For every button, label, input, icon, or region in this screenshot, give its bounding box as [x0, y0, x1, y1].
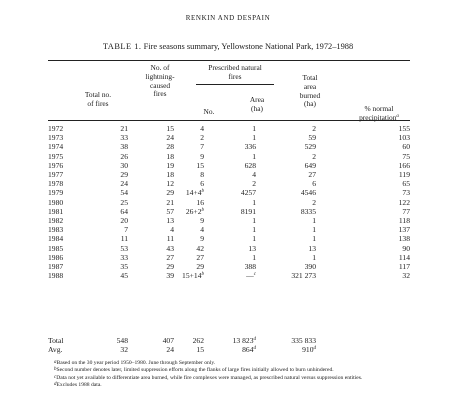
lightning-fires-cell: 407 — [162, 336, 174, 345]
prescribed-no-value: 6 — [200, 179, 204, 189]
prescribed-area-cell — [204, 161, 256, 170]
precip-cell: 155 — [398, 124, 410, 133]
total-fires-cell: 38 — [120, 142, 128, 152]
prescribed-area-cell — [204, 152, 256, 161]
prescribed-no-cell — [174, 216, 204, 225]
prescribed-no-cell — [174, 161, 204, 170]
prescribed-no-value: 9 — [200, 216, 204, 226]
table-row — [48, 161, 410, 170]
total-fires-cell: 54 — [120, 188, 128, 198]
precip-cell: 166 — [398, 160, 410, 170]
precip-cell: 114 — [398, 252, 410, 262]
footnote — [48, 367, 414, 374]
total-area-value: 27 — [308, 170, 316, 180]
table-row — [48, 152, 410, 161]
total-area-value: 1 — [312, 216, 316, 226]
lightning-fires-cell: 15 — [166, 124, 174, 133]
prescribed-area-cell — [204, 170, 256, 179]
footnote-mark: d — [313, 346, 316, 352]
precip-cell: 75 — [402, 151, 410, 161]
lightning-fires-cell: 24 — [166, 345, 174, 355]
prescribed-area-value: 1 — [252, 234, 256, 244]
year-cell: 1982 — [48, 216, 64, 226]
prescribed-no-cell — [174, 262, 204, 271]
footnote-mark: a — [396, 113, 399, 119]
year-cell: 1984 — [48, 234, 64, 244]
total-area-value: 6 — [312, 179, 316, 189]
prescribed-area-value: 4 — [252, 170, 256, 180]
prescribed-no-cell — [174, 225, 204, 234]
table-row — [48, 225, 410, 234]
precip-cell: 90 — [402, 243, 410, 253]
prescribed-no-cell — [174, 170, 204, 179]
table-row — [48, 198, 410, 207]
lightning-fires-cell: 29 — [166, 188, 174, 198]
precip-cell — [313, 345, 410, 354]
total-fires-cell: 29 — [120, 170, 128, 180]
total-area-cell — [256, 161, 316, 170]
footnote-text: Second number denotes later, limited suppression efforts along the flanks of large fires initially allowed to burn unhindered. — [56, 367, 334, 374]
table-row — [48, 188, 410, 197]
header-precip-label: % normal precipitation — [359, 103, 397, 122]
prescribed-area-value: 2 — [252, 179, 256, 189]
prescribed-no-value: 14+4 — [185, 188, 202, 198]
total-fires-cell: 20 — [120, 216, 128, 226]
totals-label-cell: Total — [48, 336, 64, 345]
prescribed-area-cell — [204, 336, 256, 345]
lightning-fires-cell: 57 — [166, 206, 174, 216]
prescribed-area-cell — [204, 142, 256, 151]
footnote-mark: b — [54, 367, 57, 373]
total-area-value: 529 — [304, 142, 316, 152]
footnote — [48, 375, 414, 382]
lightning-fires-cell: 27 — [166, 252, 174, 262]
prescribed-area-cell — [204, 179, 256, 188]
prescribed-area-value: 1 — [252, 133, 256, 143]
footnote-mark: d — [253, 346, 256, 352]
lightning-fires-cell: 11 — [166, 234, 174, 244]
total-fires-cell: 53 — [120, 243, 128, 253]
precip-cell: 138 — [398, 234, 410, 244]
total-fires-cell: 45 — [120, 271, 128, 281]
table-row — [48, 262, 410, 271]
table-label: TABLE 1. — [102, 42, 142, 51]
total-area-value: 321 273 — [291, 271, 316, 281]
total-area-cell — [256, 133, 316, 142]
total-area-cell — [253, 336, 316, 345]
year-cell: 1980 — [48, 197, 64, 207]
total-area-cell — [256, 188, 316, 197]
header-rule — [48, 120, 410, 121]
table-row — [48, 253, 410, 262]
prescribed-area-value: — — [246, 271, 254, 281]
total-fires-cell: 24 — [120, 179, 128, 189]
lightning-fires-cell: 4 — [170, 225, 174, 235]
prescribed-no-value: 15 — [196, 160, 204, 170]
total-fires-cell: 25 — [120, 197, 128, 207]
year-cell: 1974 — [48, 142, 64, 152]
prescribed-no-cell — [174, 124, 204, 133]
precip-cell: 73 — [402, 188, 410, 198]
total-area-cell — [256, 207, 316, 216]
prescribed-no-cell — [174, 188, 204, 197]
total-area-cell — [256, 225, 316, 234]
total-area-cell — [253, 345, 316, 355]
year-cell: 1978 — [48, 179, 64, 189]
table-row — [48, 179, 410, 188]
table-title: Fire seasons summary, Yellowstone National Park, 1972–1988 — [143, 42, 354, 51]
footnote-mark: c — [54, 374, 57, 380]
table-row — [48, 207, 410, 216]
footnote-mark: b — [201, 272, 204, 278]
precip-cell: 118 — [398, 216, 410, 226]
table-row — [48, 124, 410, 133]
total-area-value: 4546 — [300, 188, 316, 198]
total-area-value: 2 — [312, 124, 316, 133]
prescribed-no-value: 15+14 — [182, 271, 202, 281]
total-area-value: 59 — [308, 133, 316, 143]
total-fires-cell: 21 — [120, 124, 128, 133]
year-cell: 1985 — [48, 243, 64, 253]
top-rule — [48, 60, 410, 61]
prescribed-area-value: 1 — [252, 151, 256, 161]
header-prescribed-group: Prescribed natural fires — [208, 63, 262, 81]
table-row — [48, 234, 410, 243]
header-precip — [344, 96, 414, 122]
table-row — [48, 271, 410, 280]
precip-cell: 122 — [398, 197, 410, 207]
footnotes — [48, 360, 414, 390]
prescribed-area-value: 13 — [248, 243, 256, 253]
table-row — [48, 133, 410, 142]
totals-body — [48, 336, 410, 354]
prescribed-area-cell — [204, 225, 256, 234]
footnote-mark: c — [253, 272, 256, 278]
lightning-fires-cell: 18 — [166, 151, 174, 161]
prescribed-area-value: 388 — [244, 262, 256, 272]
lightning-fires-cell: 43 — [166, 243, 174, 253]
footnote-text: Based on the 30 year period 1950–1980. June through September only. — [56, 360, 216, 366]
year-cell: 1988 — [48, 271, 64, 281]
footnote-text: Excludes 1988 data. — [56, 382, 102, 389]
prescribed-no-value: 9 — [200, 234, 204, 244]
total-area-value: 649 — [304, 160, 316, 170]
total-area-cell — [256, 179, 316, 188]
year-cell: 1975 — [48, 151, 64, 161]
total-area-cell — [256, 234, 316, 243]
total-area-value: 390 — [304, 262, 316, 272]
prescribed-no-value: 27 — [196, 252, 204, 262]
prescribed-no-cell — [174, 253, 204, 262]
prescribed-area-value: 864 — [242, 345, 254, 355]
prescribed-no-value: 4 — [200, 124, 204, 133]
prescribed-no-value: 29 — [196, 262, 204, 272]
precip-cell: 60 — [402, 142, 410, 152]
prescribed-area-cell — [204, 234, 256, 243]
prescribed-subrule — [196, 84, 274, 85]
footnote-text: Data not yet available to differentiate area burned, while fire complexes were managed, as prescribed natural versus suppression entities. — [56, 374, 363, 381]
prescribed-area-cell — [204, 262, 256, 271]
precip-cell: 137 — [398, 225, 410, 235]
prescribed-no-cell — [174, 152, 204, 161]
prescribed-area-cell — [204, 253, 256, 262]
total-fires-cell: 30 — [120, 160, 128, 170]
prescribed-area-cell — [204, 216, 256, 225]
year-cell: 1981 — [48, 206, 64, 216]
total-area-cell — [256, 142, 316, 151]
total-area-value: 335 833 — [291, 336, 316, 345]
year-cell: 1979 — [48, 188, 64, 198]
totals-row — [48, 336, 410, 345]
header-total-area: Total area burned (ha) — [299, 73, 321, 109]
total-area-value: 2 — [312, 151, 316, 161]
total-fires-cell: 33 — [120, 252, 128, 262]
running-head: RENKIN AND DESPAIN — [185, 14, 271, 22]
prescribed-area-cell — [201, 206, 256, 216]
total-area-value: 1 — [312, 225, 316, 235]
lightning-fires-cell: 24 — [166, 133, 174, 143]
total-area-value: 2 — [312, 197, 316, 207]
total-area-value: 8335 — [300, 206, 316, 216]
prescribed-area-cell — [204, 124, 256, 133]
total-fires-cell: 7 — [124, 225, 128, 235]
prescribed-no-cell: 262 — [192, 336, 204, 345]
prescribed-area-value: 1 — [252, 225, 256, 235]
prescribed-no-cell: 15 — [196, 345, 204, 355]
prescribed-area-value: 4257 — [240, 188, 256, 198]
prescribed-no-cell — [174, 234, 204, 243]
total-fires-cell: 32 — [120, 345, 128, 355]
precip-cell: 65 — [402, 179, 410, 189]
header-total-fires: Total no. of fires — [84, 90, 112, 108]
prescribed-no-cell — [174, 133, 204, 142]
table-row — [48, 244, 410, 253]
prescribed-no-value: 26+2 — [185, 206, 202, 216]
table-caption — [0, 42, 456, 51]
total-fires-cell: 11 — [120, 234, 128, 244]
table-row — [48, 216, 410, 225]
lightning-fires-cell: 29 — [166, 262, 174, 272]
table-row — [48, 142, 410, 151]
fire-seasons-table — [48, 124, 410, 280]
year-cell: 1973 — [48, 133, 64, 143]
totals-table — [48, 336, 410, 354]
header-prescribed-area: Area (ha) — [249, 95, 265, 113]
prescribed-no-cell — [174, 198, 204, 207]
prescribed-area-cell — [204, 244, 256, 253]
prescribed-area-cell — [204, 345, 256, 354]
precip-cell: 117 — [398, 262, 410, 272]
prescribed-no-value: 7 — [200, 142, 204, 152]
prescribed-area-value: 628 — [244, 160, 256, 170]
table-row — [48, 170, 410, 179]
total-fires-cell: 548 — [116, 336, 128, 345]
prescribed-area-value: 1 — [252, 124, 256, 133]
prescribed-area-cell — [201, 188, 256, 198]
total-fires-cell: 33 — [120, 133, 128, 143]
year-cell: 1977 — [48, 170, 64, 180]
prescribed-no-cell — [174, 207, 204, 216]
prescribed-area-cell — [201, 271, 256, 281]
table-body — [48, 124, 410, 280]
total-area-cell — [256, 124, 316, 133]
totals-row — [48, 345, 410, 354]
precip-cell: 32 — [402, 271, 410, 281]
total-area-cell — [256, 198, 316, 207]
total-area-cell — [256, 152, 316, 161]
total-area-value: 13 — [308, 243, 316, 253]
year-cell: 1987 — [48, 262, 64, 272]
footnote-mark: b — [201, 189, 204, 195]
lightning-fires-cell: 19 — [166, 160, 174, 170]
prescribed-area-value: 336 — [244, 142, 256, 152]
header-prescribed-no: No. — [203, 107, 215, 116]
prescribed-no-cell — [174, 244, 204, 253]
total-area-cell — [256, 216, 316, 225]
footnote-mark: b — [201, 207, 204, 213]
prescribed-no-value: 4 — [200, 225, 204, 235]
prescribed-area-cell — [204, 133, 256, 142]
total-area-value: 1 — [312, 234, 316, 244]
prescribed-area-cell — [204, 198, 256, 207]
total-area-cell — [256, 170, 316, 179]
total-area-cell — [256, 253, 316, 262]
footnote-mark: d — [253, 337, 256, 342]
lightning-fires-cell: 18 — [166, 170, 174, 180]
prescribed-no-cell — [174, 271, 204, 280]
prescribed-no-value: 42 — [196, 243, 204, 253]
prescribed-no-cell — [174, 142, 204, 151]
year-cell: 1976 — [48, 160, 64, 170]
prescribed-no-value: 8 — [200, 170, 204, 180]
precip-cell: 77 — [402, 206, 410, 216]
lightning-fires-cell: 21 — [166, 197, 174, 207]
total-area-value: 1 — [312, 252, 316, 262]
precip-cell — [316, 336, 410, 345]
year-cell: 1986 — [48, 252, 64, 262]
lightning-fires-cell: 12 — [166, 179, 174, 189]
prescribed-no-value: 16 — [196, 197, 204, 207]
prescribed-area-value: 13 823 — [232, 336, 254, 345]
lightning-fires-cell: 39 — [166, 271, 174, 281]
footnote-mark: a — [54, 360, 57, 365]
prescribed-area-value: 8191 — [240, 206, 256, 216]
prescribed-no-value: 2 — [200, 133, 204, 143]
total-area-value: 910 — [302, 345, 314, 355]
prescribed-no-cell — [174, 179, 204, 188]
total-fires-cell: 64 — [120, 206, 128, 216]
prescribed-no-value: 9 — [200, 151, 204, 161]
total-area-cell — [256, 262, 316, 271]
prescribed-area-value: 1 — [252, 197, 256, 207]
prescribed-area-value: 1 — [252, 216, 256, 226]
header-lightning-fires: No. of lightning- caused fires — [145, 63, 175, 99]
lightning-fires-cell: 13 — [166, 216, 174, 226]
total-area-cell — [256, 244, 316, 253]
footnote — [48, 382, 414, 389]
lightning-fires-cell: 28 — [166, 142, 174, 152]
year-cell: 1983 — [48, 225, 64, 235]
total-fires-cell: 26 — [120, 151, 128, 161]
precip-cell: 103 — [398, 133, 410, 143]
footnote-mark: d — [54, 382, 57, 388]
total-area-cell — [253, 271, 316, 281]
totals-label-cell: Avg. — [48, 345, 63, 355]
year-cell: 1972 — [48, 124, 64, 133]
total-fires-cell: 35 — [120, 262, 128, 272]
prescribed-area-value: 1 — [252, 252, 256, 262]
precip-cell: 119 — [398, 170, 410, 180]
